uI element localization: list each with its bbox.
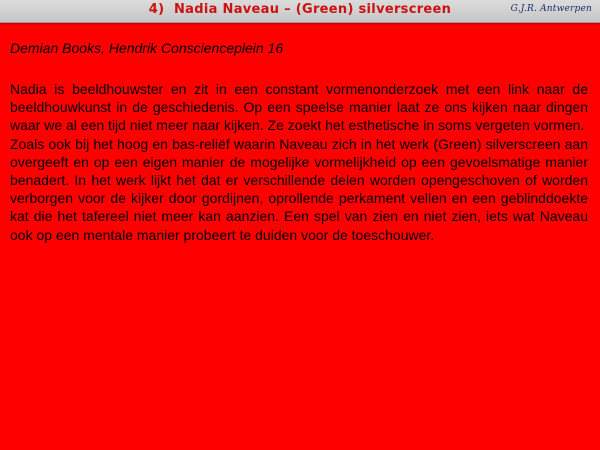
author-signature: G.J.R. Antwerpen xyxy=(510,4,592,14)
paragraph-2: Zoals ook bij het hoog en bas-reliëf waarin Naveau zich in het werk (Green) silverscreen aan overgeeft en op een eigen manier de mogelijke vormelijkheid op een gevoelsmatige manier benadert. In het werk lijkt het dat er verschillende delen worden opengeschoven of worden verborgen voor de kijker door gordijnen, oprollende perkament vellen en een geblinddoekte kat die het tafereel niet meer kan aanzien. Een spel van zien en niet zien, iets wat Naveau ook op een mentale manier probeert te duiden voor de toeschouwer. xyxy=(10,135,588,243)
title-bar xyxy=(0,0,600,23)
paragraph-1: Nadia is beeldhouwster en zit in een constant vormenonderzoek met een link naar de beeldhouwkunst in de geschiedenis. Op een speelse manier laat ze ons kijken naar dingen waar we al een tijd niet meer naar kijken. Ze zoekt het esthetische in soms vergeten vormen. xyxy=(10,81,588,134)
venue-line: Demian Books, Hendrik Conscienceplein 16 xyxy=(10,40,284,56)
slide-title: 4) Nadia Naveau – (Green) silverscreen xyxy=(148,2,452,17)
description-text xyxy=(10,80,588,244)
